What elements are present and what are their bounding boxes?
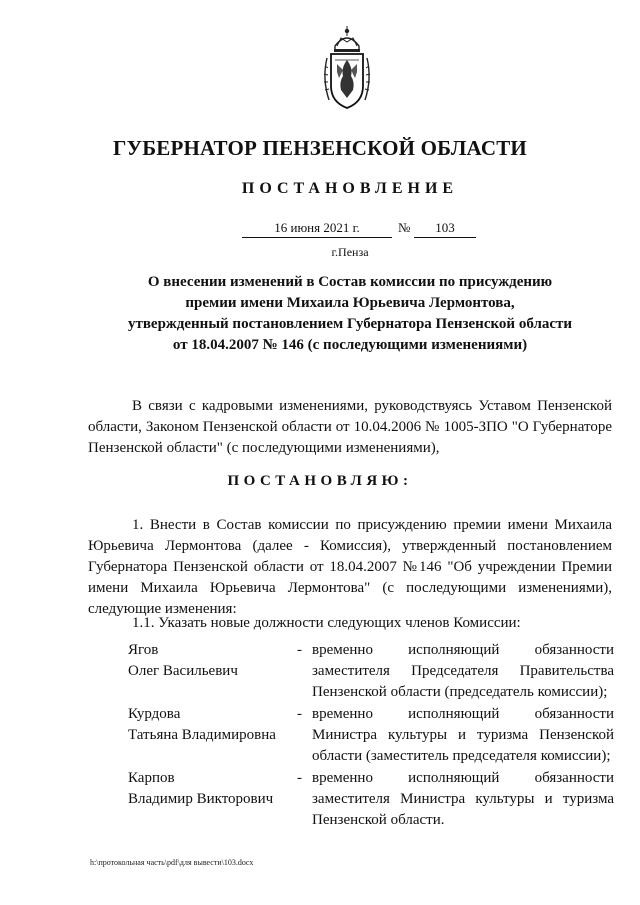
city: г.Пенза: [331, 245, 369, 259]
heading-line: утвержденный постановлением Губернатора Пензенской области: [127, 316, 573, 332]
document-type: ПОСТАНОВЛЕНИЕ: [241, 180, 459, 197]
member-surname: Карпов: [128, 770, 175, 786]
decrees-word: ПОСТАНОВЛЯЮ:: [227, 473, 413, 489]
members-list: [124, 640, 620, 832]
member-dash: -: [297, 770, 302, 786]
heading-line: премии имени Михаила Юрьевича Лермонтова,: [185, 295, 515, 311]
member-role: временно исполняющий обязанности Министра культуры и туризма Пензенской области (заместитель председателя комиссии);: [312, 706, 614, 764]
number-sign: №: [398, 220, 411, 235]
item-1-1-paragraph: 1.1. Указать новые должности следующих членов Комиссии:: [132, 615, 521, 631]
member-name: [128, 640, 288, 682]
penza-coat-of-arms-icon: [321, 24, 373, 112]
preamble-paragraph: В связи с кадровыми изменениями, руководствуясь Уставом Пензенской области, Законом Пензенской области от 10.04.2006 № 1005-ЗПО "О Губернаторе Пензенской области" (с последующими изменениями),: [88, 398, 612, 456]
list-item: [124, 640, 620, 703]
member-given-name: Олег Васильевич: [128, 663, 238, 679]
member-surname: Ягов: [128, 642, 159, 658]
file-path-footer: h:\протокольная часть\pdf\для вывести\103.docx: [90, 858, 254, 867]
member-dash: -: [297, 706, 302, 722]
member-name: [128, 768, 288, 810]
governor-title: ГУБЕРНАТОР ПЕНЗЕНСКОЙ ОБЛАСТИ: [113, 136, 527, 160]
heading-line: О внесении изменений в Состав комиссии по присуждению: [147, 274, 553, 290]
decree-number: 103: [414, 220, 476, 238]
member-surname: Курдова: [128, 706, 181, 722]
list-item: [124, 704, 620, 767]
heading-line: от 18.04.2007 № 146 (с последующими изменениями): [172, 337, 528, 353]
member-name: [128, 704, 288, 746]
decree-date: 16 июня 2021 г.: [242, 220, 392, 238]
list-item: [124, 768, 620, 831]
item-1-paragraph: 1. Внести в Состав комиссии по присуждению премии имени Михаила Юрьевича Лермонтова (далее - Комиссия), утвержденный постановлением Губернатора Пензенской области от 18.04.2007 №146 "Об учреждении Премии имени Михаила Юрьевича Лермонтова" (с последующими изменениями), следующие изменения:: [88, 517, 612, 617]
member-role: временно исполняющий обязанности заместителя Председателя Правительства Пензенской области (председатель комиссии);: [312, 642, 614, 700]
member-dash: -: [297, 642, 302, 658]
decree-heading: [110, 272, 590, 356]
member-given-name: Татьяна Владимировна: [128, 727, 276, 743]
member-role: временно исполняющий обязанности заместителя Министра культуры и туризма Пензенской области.: [312, 770, 614, 828]
member-given-name: Владимир Викторович: [128, 791, 274, 807]
